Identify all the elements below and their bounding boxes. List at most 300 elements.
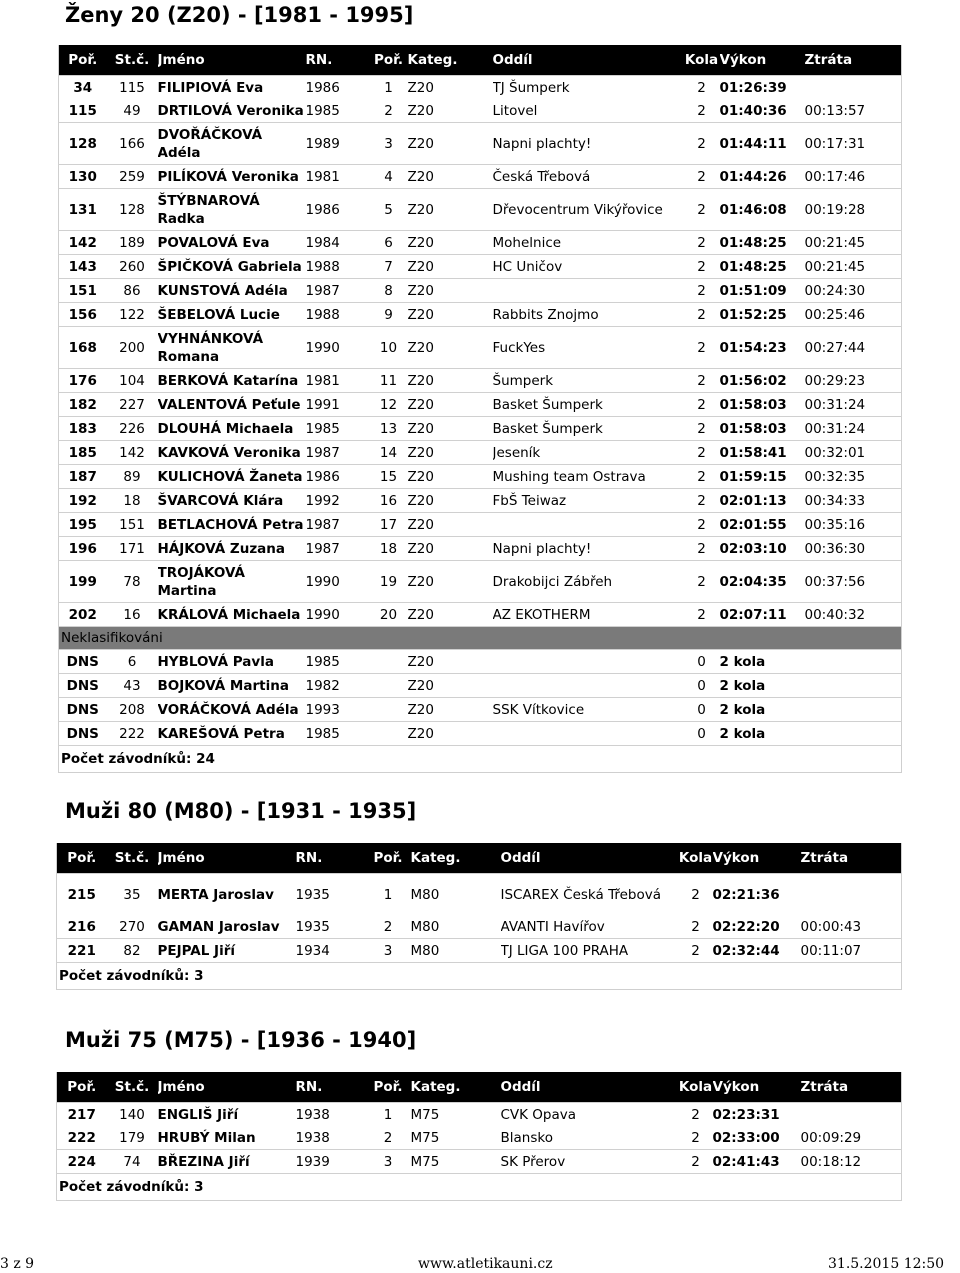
col-birth-year: 1989 (306, 123, 370, 165)
table-row (57, 1126, 902, 1150)
header-col-category: Kateg. (411, 843, 501, 874)
col-birth-year: 1982 (306, 674, 370, 698)
table-row (59, 722, 902, 746)
col-loss: 00:40:32 (805, 603, 902, 627)
col-start-number: 166 (107, 123, 158, 165)
col-category-rank: 3 (370, 123, 408, 165)
col-club (493, 674, 684, 698)
col-start-number: 208 (107, 698, 158, 722)
col-club: AZ EKOTHERM (493, 603, 684, 627)
col-laps: 2 (684, 603, 720, 627)
table-header (59, 45, 902, 76)
results-table-z20 (58, 45, 902, 773)
col-loss: 00:29:23 (805, 369, 902, 393)
col-time: 02:21:36 (713, 874, 801, 916)
col-club: Litovel (492, 102, 538, 119)
col-category-rank: 18 (370, 537, 408, 561)
col-time: 01:59:15 (720, 465, 805, 489)
header-col-club: Oddíl (501, 1072, 679, 1103)
unclassified-label: Neklasifikováni (59, 627, 902, 650)
table-row (59, 369, 902, 393)
col-time: 02:03:10 (720, 537, 805, 561)
col-category: Z20 (408, 465, 493, 489)
col-category: Z20 (408, 369, 493, 393)
col-category-rank: 9 (370, 303, 408, 327)
col-category-rank: 16 (370, 489, 408, 513)
col-start-number: 104 (107, 369, 158, 393)
table-row (59, 327, 902, 369)
col-time: 2 kola (720, 650, 805, 674)
col-loss: 00:09:29 (800, 1129, 862, 1146)
header-col-time: Výkon (713, 1072, 801, 1103)
col-laps: 0 (684, 722, 720, 746)
col-name: ŠEBELOVÁ Lucie (158, 303, 306, 327)
col-birth-year: 1988 (306, 255, 370, 279)
header-col-name: Jméno (158, 843, 296, 874)
col-category: Z20 (408, 537, 493, 561)
col-rank: DNS (59, 650, 107, 674)
col-rank: 221 (57, 939, 107, 963)
table-row (59, 123, 902, 165)
col-name: ŠVARCOVÁ Klára (158, 489, 306, 513)
col-club (493, 650, 684, 674)
col-laps: 2 (684, 279, 720, 303)
col-start-number: 89 (107, 465, 158, 489)
col-time: 01:52:25 (720, 303, 805, 327)
col-category: Z20 (408, 417, 493, 441)
col-birth-year: 1985 (306, 722, 370, 746)
header-col-start-number: St.č. (107, 45, 158, 76)
table-row (59, 465, 902, 489)
col-laps: 2 (684, 417, 720, 441)
col-loss: 00:34:33 (805, 489, 902, 513)
col-birth-year: 1985 (306, 650, 370, 674)
competitor-count: Počet závodníků: 3 (57, 963, 902, 990)
col-name: DRTILOVÁ Veronika (157, 102, 304, 119)
header-col-time: Výkon (713, 843, 801, 874)
col-laps: 2 (684, 561, 720, 603)
col-rank: 143 (59, 255, 107, 279)
col-name: VORÁČKOVÁ Adéla (158, 698, 306, 722)
col-name: PEJPAL Jiří (158, 939, 296, 963)
col-club: Napni plachty! (493, 537, 684, 561)
col-start-number: 259 (107, 165, 158, 189)
section-title-z20: Ženy 20 (Z20) - [1981 - 1995] (65, 3, 414, 27)
col-club: AVANTI Havířov (500, 918, 605, 935)
col-club: HC Uničov (493, 255, 684, 279)
col-laps: 2 (684, 393, 720, 417)
col-rank: 195 (59, 513, 107, 537)
total-row (57, 963, 902, 990)
col-loss (805, 76, 902, 100)
table-header (57, 1072, 902, 1103)
col-laps: 2 (679, 1103, 713, 1127)
col-name: BŘEZINA Jiří (158, 1150, 296, 1174)
header-row (57, 843, 902, 874)
col-category: Z20 (408, 393, 493, 417)
footer-website-link[interactable]: www.atletikauni.cz (418, 1256, 553, 1272)
col-rank: 128 (59, 123, 107, 165)
col-time: 2 kola (720, 674, 805, 698)
col-laps: 2 (684, 537, 720, 561)
col-birth-year: 1938 (296, 1103, 366, 1127)
col-time: 01:54:23 (720, 327, 805, 369)
table-row (59, 255, 902, 279)
col-category: M80 (410, 918, 440, 935)
col-club: Dřevocentrum Vikýřovice (493, 189, 684, 231)
col-category: Z20 (408, 231, 493, 255)
col-start-number: 74 (107, 1150, 158, 1174)
col-category-rank: 15 (370, 465, 408, 489)
col-name: KRÁLOVÁ Michaela (158, 603, 306, 627)
col-time: 01:44:11 (720, 123, 805, 165)
col-category-rank: 1 (366, 874, 411, 916)
col-loss: 00:31:24 (805, 393, 902, 417)
col-category-rank: 7 (370, 255, 408, 279)
col-birth-year: 1987 (306, 441, 370, 465)
col-rank: 185 (59, 441, 107, 465)
col-birth-year: 1984 (306, 231, 370, 255)
col-time: 01:40:36 (719, 102, 787, 119)
col-name: ENGLIŠ Jiří (158, 1103, 296, 1127)
header-col-rank: Poř. (57, 843, 107, 874)
col-name: HRUBÝ Milan (157, 1129, 256, 1146)
col-birth-year: 1981 (306, 165, 370, 189)
col-club: Česká Třebová (493, 165, 684, 189)
col-loss: 00:32:35 (805, 465, 902, 489)
col-laps: 2 (684, 327, 720, 369)
table-row (57, 939, 902, 963)
col-rank: 34 (59, 76, 107, 100)
col-category-rank: 1 (366, 1103, 411, 1127)
col-category: Z20 (408, 698, 493, 722)
col-category: Z20 (408, 674, 493, 698)
col-category-rank: 17 (370, 513, 408, 537)
table-row (59, 513, 902, 537)
col-rank: 130 (59, 165, 107, 189)
col-birth-year: 1987 (306, 537, 370, 561)
table-row (59, 303, 902, 327)
col-rank: 217 (57, 1103, 107, 1127)
col-category: Z20 (408, 279, 493, 303)
col-loss: 00:37:56 (805, 561, 902, 603)
table-row (59, 674, 902, 698)
table-row (57, 915, 902, 939)
table-row (59, 603, 902, 627)
col-rank: 216 (67, 918, 96, 935)
col-category-rank: 2 (383, 1129, 393, 1146)
col-rank: 199 (59, 561, 107, 603)
col-birth-year: 1988 (306, 303, 370, 327)
col-laps: 2 (679, 939, 713, 963)
col-start-number: 78 (107, 561, 158, 603)
col-rank: 151 (59, 279, 107, 303)
col-birth-year: 1987 (306, 513, 370, 537)
col-club: TJ Šumperk (493, 76, 684, 100)
col-category: Z20 (408, 561, 493, 603)
col-time: 02:07:11 (720, 603, 805, 627)
col-birth-year: 1993 (306, 698, 370, 722)
col-rank: 222 (67, 1129, 96, 1146)
competitor-count: Počet závodníků: 3 (57, 1174, 902, 1201)
table-row (59, 417, 902, 441)
col-name: ŠTÝBNAROVÁ Radka (158, 189, 306, 231)
col-category-rank: 10 (370, 327, 408, 369)
footer-datetime: 31.5.2015 12:50 (828, 1256, 945, 1272)
col-start-number: 227 (107, 393, 158, 417)
col-club (493, 513, 684, 537)
table-row (59, 279, 902, 303)
col-birth-year: 1986 (306, 76, 370, 100)
header-col-loss: Ztráta (805, 45, 902, 76)
col-rank: 202 (59, 603, 107, 627)
col-category-rank: 3 (366, 1150, 411, 1174)
header-col-category-rank: Poř. (366, 1072, 411, 1103)
col-loss: 00:18:12 (801, 1150, 902, 1174)
unclassified-divider (59, 627, 902, 650)
col-category: Z20 (408, 303, 493, 327)
col-rank: 182 (59, 393, 107, 417)
col-loss: 00:27:44 (805, 327, 902, 369)
col-club: Šumperk (493, 369, 684, 393)
col-rank: 168 (59, 327, 107, 369)
col-start-number: 16 (107, 603, 158, 627)
col-name: KAVKOVÁ Veronika (158, 441, 306, 465)
col-time: 01:48:25 (720, 231, 805, 255)
col-birth-year: 1935 (295, 918, 330, 935)
col-start-number: 222 (107, 722, 158, 746)
col-laps: 2 (684, 165, 720, 189)
table-row (59, 189, 902, 231)
header-col-name: Jméno (158, 45, 306, 76)
col-start-number: 35 (107, 874, 158, 916)
col-name: BOJKOVÁ Martina (158, 674, 306, 698)
col-loss: 00:24:30 (805, 279, 902, 303)
col-laps: 2 (679, 1150, 713, 1174)
col-birth-year: 1985 (305, 102, 340, 119)
col-club: ISCAREX Česká Třebová (501, 874, 679, 916)
col-start-number: 200 (107, 327, 158, 369)
total-row (57, 1174, 902, 1201)
col-category-rank: 6 (370, 231, 408, 255)
col-name: MERTA Jaroslav (158, 874, 296, 916)
col-time: 01:46:08 (720, 189, 805, 231)
col-category: M75 (411, 1103, 501, 1127)
col-name: DVOŘÁČKOVÁ Adéla (158, 123, 306, 165)
col-laps: 0 (684, 698, 720, 722)
header-col-category-rank: Poř. (366, 843, 411, 874)
col-start-number: 171 (107, 537, 158, 561)
col-laps: 2 (691, 1129, 700, 1146)
col-category-rank: 5 (370, 189, 408, 231)
col-club: Napni plachty! (493, 123, 684, 165)
col-category-rank: 14 (370, 441, 408, 465)
col-start-number: 151 (107, 513, 158, 537)
col-laps: 2 (684, 369, 720, 393)
col-loss: 00:17:31 (805, 123, 902, 165)
col-time: 02:23:31 (713, 1103, 801, 1127)
header-row (57, 1072, 902, 1103)
col-club: Jeseník (493, 441, 684, 465)
col-category-rank: 2 (383, 918, 393, 935)
col-name: KUNSTOVÁ Adéla (158, 279, 306, 303)
header-col-laps: Kola (679, 1072, 713, 1103)
col-start-number: 226 (107, 417, 158, 441)
col-name: GAMAN Jaroslav (157, 918, 280, 935)
col-club: SK Přerov (501, 1150, 679, 1174)
col-laps: 2 (697, 102, 706, 119)
header-col-rank: Poř. (57, 1072, 107, 1103)
col-rank: 142 (59, 231, 107, 255)
col-category: Z20 (408, 123, 493, 165)
col-birth-year: 1990 (306, 603, 370, 627)
col-time: 01:44:26 (720, 165, 805, 189)
col-time: 02:32:44 (713, 939, 801, 963)
col-time: 01:58:03 (720, 417, 805, 441)
col-name: BERKOVÁ Katarína (158, 369, 306, 393)
col-rank: 115 (68, 102, 97, 119)
col-name: KAREŠOVÁ Petra (158, 722, 306, 746)
col-start-number: 115 (107, 76, 158, 100)
col-category-rank: 19 (370, 561, 408, 603)
table-row (59, 441, 902, 465)
col-laps: 2 (684, 189, 720, 231)
col-category-rank: 1 (370, 76, 408, 100)
col-category: M75 (410, 1129, 440, 1146)
header-col-category-rank: Poř. (370, 45, 408, 76)
col-category-rank: 12 (370, 393, 408, 417)
col-loss: 00:19:28 (805, 189, 902, 231)
col-time: 01:58:41 (720, 441, 805, 465)
col-rank: 176 (59, 369, 107, 393)
section-title-m80: Muži 80 (M80) - [1931 - 1935] (65, 799, 417, 823)
col-time: 01:48:25 (720, 255, 805, 279)
col-club: Mushing team Ostrava (493, 465, 684, 489)
header-col-loss: Ztráta (801, 1072, 902, 1103)
col-loss (805, 674, 902, 698)
footer-page-number: 3 z 9 (0, 1256, 35, 1272)
col-category: Z20 (408, 513, 493, 537)
col-category: Z20 (408, 650, 493, 674)
col-start-number: 82 (107, 939, 158, 963)
col-name: FILIPIOVÁ Eva (158, 76, 306, 100)
col-category-rank (370, 722, 408, 746)
col-time: 02:41:43 (713, 1150, 801, 1174)
col-start-number: 189 (107, 231, 158, 255)
col-loss: 00:21:45 (805, 255, 902, 279)
competitor-count: Počet závodníků: 24 (59, 746, 902, 773)
col-category-rank (370, 650, 408, 674)
table-row (59, 650, 902, 674)
col-category-rank: 3 (366, 939, 411, 963)
col-category-rank: 8 (370, 279, 408, 303)
table-row (57, 1103, 902, 1127)
col-start-number: 140 (107, 1103, 158, 1127)
results-table-m80 (56, 843, 902, 990)
col-birth-year: 1985 (306, 417, 370, 441)
col-birth-year: 1986 (306, 465, 370, 489)
col-loss: 00:17:46 (805, 165, 902, 189)
total-row (59, 746, 902, 773)
col-club: TJ LIGA 100 PRAHA (501, 939, 679, 963)
col-start-number: 49 (123, 102, 141, 119)
table-header (57, 843, 902, 874)
col-time: 02:01:55 (720, 513, 805, 537)
col-laps: 2 (684, 303, 720, 327)
results-table-m75 (56, 1072, 902, 1201)
col-time: 01:51:09 (720, 279, 805, 303)
col-birth-year: 1981 (306, 369, 370, 393)
col-name: PILÍKOVÁ Veronika (158, 165, 306, 189)
header-col-club: Oddíl (493, 45, 684, 76)
header-col-birth-year: RN. (306, 45, 370, 76)
col-name: VYHNÁNKOVÁ Romana (158, 327, 306, 369)
col-name: POVALOVÁ Eva (158, 231, 306, 255)
col-category: M80 (411, 939, 501, 963)
col-rank: 196 (59, 537, 107, 561)
col-loss: 00:32:01 (805, 441, 902, 465)
header-col-start-number: St.č. (107, 1072, 158, 1103)
col-club: FuckYes (493, 327, 684, 369)
col-birth-year: 1990 (306, 327, 370, 369)
col-start-number: 6 (107, 650, 158, 674)
col-loss (805, 722, 902, 746)
col-club: Mohelnice (493, 231, 684, 255)
col-birth-year: 1990 (306, 561, 370, 603)
col-start-number: 128 (107, 189, 158, 231)
col-laps: 2 (684, 513, 720, 537)
col-rank: 215 (57, 874, 107, 916)
col-time: 02:33:00 (712, 1129, 780, 1146)
table-row (59, 698, 902, 722)
col-start-number: 18 (107, 489, 158, 513)
col-time: 02:01:13 (720, 489, 805, 513)
col-laps: 0 (684, 650, 720, 674)
col-loss: 00:25:46 (805, 303, 902, 327)
col-category: Z20 (408, 441, 493, 465)
col-category: Z20 (408, 255, 493, 279)
col-laps: 2 (684, 255, 720, 279)
col-loss (805, 650, 902, 674)
col-club (493, 722, 684, 746)
header-col-name: Jméno (158, 1072, 296, 1103)
col-category: Z20 (408, 603, 493, 627)
header-col-rank: Poř. (59, 45, 107, 76)
header-col-time: Výkon (720, 45, 805, 76)
col-club: CVK Opava (501, 1103, 679, 1127)
col-time: 01:56:02 (720, 369, 805, 393)
col-start-number: 142 (107, 441, 158, 465)
col-laps: 0 (684, 674, 720, 698)
col-start-number: 86 (107, 279, 158, 303)
col-loss (805, 698, 902, 722)
col-birth-year: 1938 (295, 1129, 330, 1146)
col-laps: 2 (679, 874, 713, 916)
col-category-rank: 4 (370, 165, 408, 189)
col-time: 01:26:39 (720, 76, 805, 100)
col-birth-year: 1939 (296, 1150, 366, 1174)
col-start-number: 270 (119, 918, 145, 935)
col-loss: 00:11:07 (801, 939, 902, 963)
col-loss: 00:21:45 (805, 231, 902, 255)
col-club: Basket Šumperk (493, 417, 684, 441)
col-name: ŠPIČKOVÁ Gabriela (158, 255, 306, 279)
col-loss: 00:35:16 (805, 513, 902, 537)
col-category: Z20 (408, 722, 493, 746)
col-rank: 187 (59, 465, 107, 489)
col-category-rank: 2 (384, 102, 393, 119)
col-birth-year: 1987 (306, 279, 370, 303)
